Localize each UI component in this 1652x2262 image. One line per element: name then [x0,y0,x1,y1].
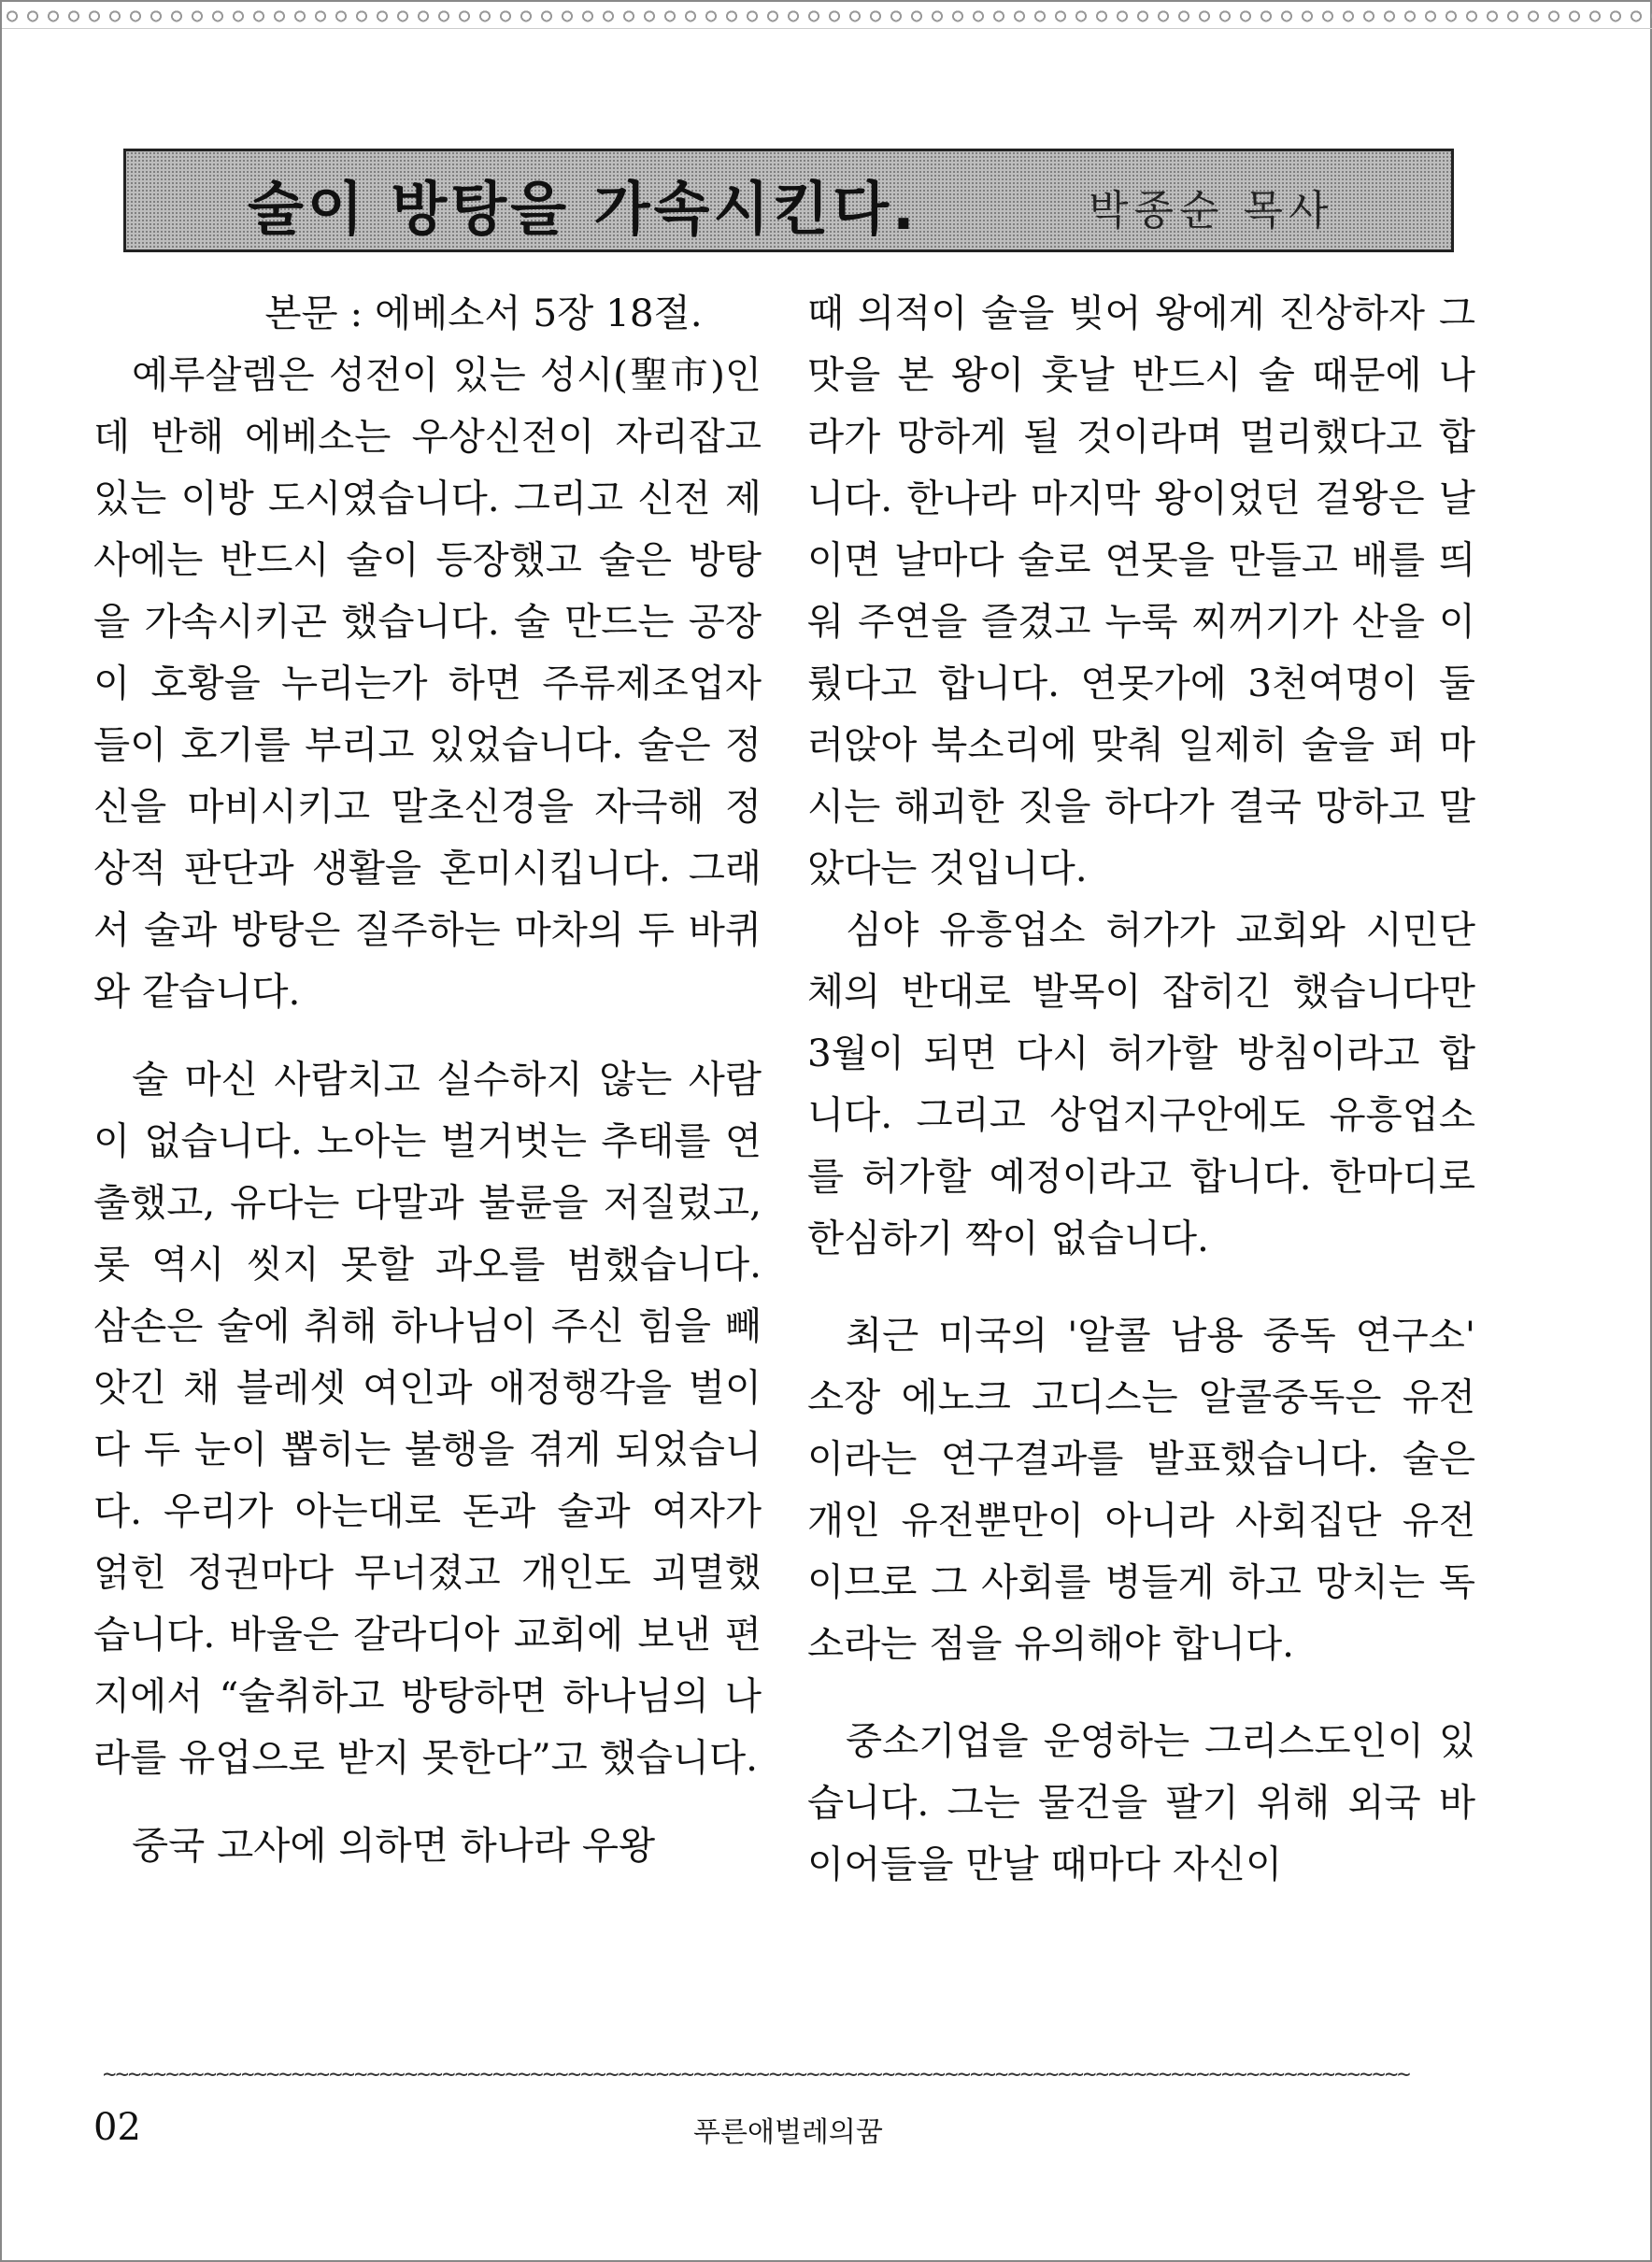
scripture-reference: 본문 : 에베소서 5장 18절. [264,291,703,335]
paragraph: 술 마신 사람치고 실수하지 않는 사람이 없습니다. 노아는 벌거벗는 추태를 연출했고, 유다는 다말과 불륜을 저질렀고, 롯 역시 씻지 못할 과오를 범했습니다. 삼손은 술에 취해 하나님이 주신 힘을 빼앗긴 채 블레셋 여인과 애정행각을 벌이다 두 눈이 뽑히는 불행을 겪게 되었습니다. 우리가 아는대로 돈과 술과 여자가 얽힌 정권마다 무너졌고 개인도 괴멸했습니다. 바울은 갈라디아 교회에 보낸 편지에서 “술취하고 방탕하면 하나님의 나라를 유업으로 받지 못한다”고 했습니다. [93,1057,762,1780]
paragraph: 심야 유흥업소 허가가 교회와 시민단체의 반대로 발목이 잡히긴 했습니다만 3월이 되면 다시 허가할 방침이라고 합니다. 그리고 상업지구안에도 유흥업소를 허가할 예정이라고 합니다. 한마디로 한심하기 짝이 없습니다. [807,907,1475,1260]
spiral-binding [2,2,1652,29]
paragraph: 예루살렘은 성전이 있는 성시(聖市)인데 반해 에베소는 우상신전이 자리잡고 있는 이방 도시였습니다. 그리고 신전 제사에는 반드시 술이 등장했고 술은 방탕을 가속시키곤 했습니다. 술 만드는 공장이 호황을 누리는가 하면 주류제조업자들이 호기를 부리고 있었습니다. 술은 정신을 마비시키고 말초신경을 자극해 정상적 판단과 생활을 혼미시킵니다. 그래서 술과 방탕은 질주하는 마차의 두 바퀴와 같습니다. [93,352,762,1014]
left-column [93,282,762,1876]
author-name: 박종순 목사 [1089,187,1334,235]
publication-name: 푸른애벌레의꿈 [693,2116,883,2149]
paragraph: 때 의적이 술을 빚어 왕에게 진상하자 그 맛을 본 왕이 훗날 반드시 술 때문에 나라가 망하게 될 것이라며 멀리했다고 합니다. 한나라 마지막 왕이었던 걸왕은 날이면 날마다 술로 연못을 만들고 배를 띄워 주연을 즐겼고 누룩 찌꺼기가 산을 이뤘다고 합니다. 연못가에 3천여명이 둘러앉아 북소리에 맞춰 일제히 술을 퍼 마시는 해괴한 짓을 하다가 결국 망하고 말았다는 것입니다. [807,291,1475,890]
paragraph: 최근 미국의 '알콜 남용 중독 연구소' 소장 에노크 고디스는 알콜중독은 유전이라는 연구결과를 발표했습니다. 술은 개인 유전뿐만이 아니라 사회집단 유전이므로 그 사회를 병들게 하고 망치는 독소라는 점을 유의해야 합니다. [807,1313,1475,1666]
paragraph: 중국 고사에 의하면 하나라 우왕 [132,1823,656,1868]
right-column [807,282,1475,1895]
page-number: 02 [93,2106,141,2149]
title-banner [123,149,1454,252]
page-title: 술이 방탕을 가속시킨다. [248,175,919,243]
paragraph: 중소기업을 운영하는 그리스도인이 있습니다. 그는 물건을 팔기 위해 외국 바이어들을 만날 때마다 자신이 [807,1718,1475,1886]
footer-divider: ~~~~~~~~~~~~~~~~~~~~~~~~~~~~~~~~~~~~~~~~~~~~~~~~~~~~~~~~~~~~~~~~~~~~~~~~~~~~~~~~~~~~~~~~~~~~~~~~~~~~~~~~ [103,2061,1410,2087]
